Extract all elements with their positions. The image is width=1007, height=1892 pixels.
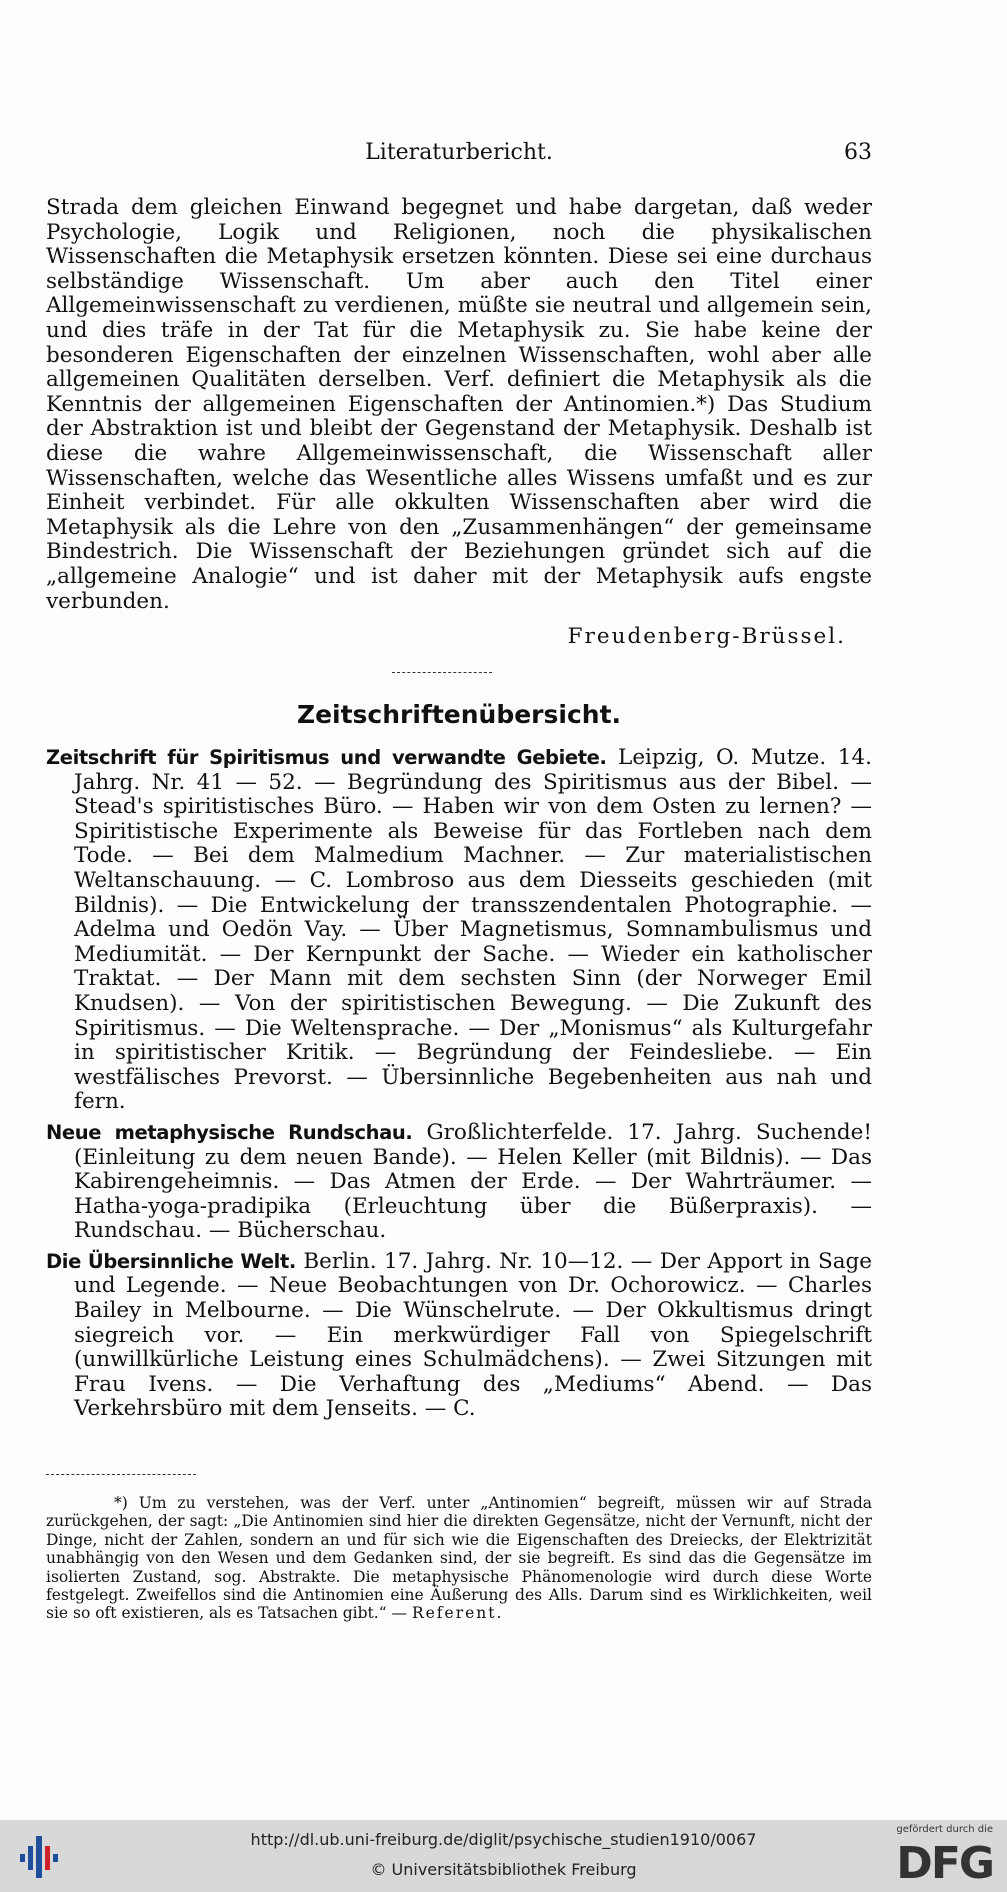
dfg-logo [887,1824,997,1888]
footnote-rule [46,1474,196,1475]
permalink-url[interactable]: http://dl.ub.uni-freiburg.de/diglit/psychische_studien1910/0067 [250,1830,757,1849]
footnote [46,1494,872,1623]
dfg-funded-label: gefördert durch die [896,1824,993,1835]
footnote-text: *) Um zu verstehen, was der Verf. unter „Antinomien“ begreift, müssen wir auf Strada zurückgehen, der sagt: „Die Antinomien sind hier die direkten Gegensätze, nicht der Vernunft, nicht der Dinge, nicht der Zahlen, sondern an und für sich wie die Eigenschaften des Dreiecks, der Elektrizität unabhängig von den Wesen und dem Gedanken sind, der sie begreift. Es sind das die Gegensätze im isolierten Zustand, sog. Abstrakte. Die metaphysische Phänomenologie wird durch diese Worte festgelegt. Zweifellos sind die Antinomien eine Äußerung des Alls. Darum sind es Wirklichkeiten, weil sie so oft existieren, als es Tatsachen gibt.“ — [46,1494,872,1623]
journal-name: Neue metaphysische Rundschau. [46,1120,413,1144]
running-header [46,140,872,170]
journal-entry [46,1121,872,1244]
section-divider [392,672,492,673]
journal-contents: Berlin. 17. Jahrg. Nr. 10—12. — Der Apport in Sage und Legende. — Neue Beobachtungen von Dr. Ochorowicz. — Charles Bailey in Melbourne. — Die Wünschelrute. — Der Okkultismus dringt siegreich vor. — Ein merkwürdiger Fall von Spiegelschrift (unwillkürliche Leistung eines Schulmädchens). — Zwei Sitzungen mit Frau Ivens. — Die Verhaftung des „Mediums“ Abend. — Das Verkehrsbüro mit dem Jenseits. — C. [74,1248,872,1422]
journal-entry [46,746,872,1115]
reviewer-signature: Freudenberg-Brüssel. [567,624,846,649]
journal-name: Zeitschrift für Spiritismus und verwandte Gebiete. [46,746,607,769]
page-number: 63 [844,140,872,165]
section-title: Zeitschriftenübersicht. [296,700,622,729]
journal-name: Die Übersinnliche Welt. [46,1249,296,1273]
journal-contents: Großlichterfelde. 17. Jahrg. Suchende! (Einleitung zu dem neuen Bande). — Helen Keller (mit Bildnis). — Das Kabirengeheimnis. — Das Atmen der Erde. — Der Wahrträumer. — Hatha-yoga-pradipika (Erleuchtung über die Büßerpraxis). — Rundschau. — Bücherschau. [74,1119,872,1244]
dfg-logo-text: DFG [896,1838,993,1889]
copyright-notice: © Universitätsbibliothek Freiburg [370,1860,637,1879]
running-title: Literaturbericht. [365,140,553,165]
journal-contents: Leipzig, O. Mutze. 14. Jahrg. Nr. 41 — 52. — Begründung des Spiritismus aus der Bibel. — Stead's spiritistisches Büro. — Haben wir von dem Osten zu lernen? — Spiritistische Experimente als Beweise für das Fortleben nach dem Tode. — Bei dem Malmedium Machner. — Zur materialistischen Weltanschauung. — C. Lombroso aus dem Diesseits geschieden (mit Bildnis). — Die Entwickelung der transszendentalen Photographie. — Adelma und Oedön Vay. — Über Magnetismus, Somnambulismus und Mediumität. — Der Kernpunkt der Sache. — Wieder ein katholischer Traktat. — Der Mann mit dem sechsten Sinn (der Norweger Emil Knudsen). — Von der spiritistischen Bewegung. — Die Zukunft des Spiritismus. — Die Weltensprache. — Der „Monismus“ als Kulturgefahr in spiritistischer Kritik. — Begründung der Feindesliebe. — Ein westfälisches Prevorst. — Übersinnliche Begebenheiten aus nah und fern. [74,745,872,1115]
viewer-footer-bar [0,1820,1007,1892]
body-paragraph: Strada dem gleichen Einwand begegnet und habe dargetan, daß weder Psychologie, Logik und Religionen, noch die physikalischen Wissenschaften die Metaphysik ersetzen könnten. Diese sei eine durchaus selbständige Wissenschaft. Um aber auch den Titel einer Allgemeinwissenschaft zu verdienen, müßte sie neutral und allgemein sein, und dies träfe in der Tat für die Metaphysik zu. Sie habe keine der besonderen Eigenschaften der einzelnen Wissenschaften, wohl aber alle allgemeinen Qualitäten derselben. Verf. definiert die Metaphysik als die Kenntnis der allgemeinen Eigenschaften der Antinomien.*) Das Studium der Abstraktion ist und bleibt der Gegenstand der Metaphysik. Deshalb ist diese die wahre Allgemeinwissenschaft, die Wissenschaft aller Wissenschaften, welche das Wesentliche alles Wissens umfaßt und es zur Einheit verbindet. Für alle okkulten Wissenschaften aber wird die Metaphysik als die Lehre von den „Zusammenhängen“ der gemeinsame Bindestrich. Die Wissenschaft der Beziehungen gründet sich auf die „allgemeine Analogie“ und ist daher mit der Metaphysik aufs engste verbunden. [46,195,872,614]
journal-list [46,746,872,1428]
review-body [46,196,872,614]
footnote-referent: Referent. [411,1604,504,1623]
journal-entry [46,1250,872,1422]
